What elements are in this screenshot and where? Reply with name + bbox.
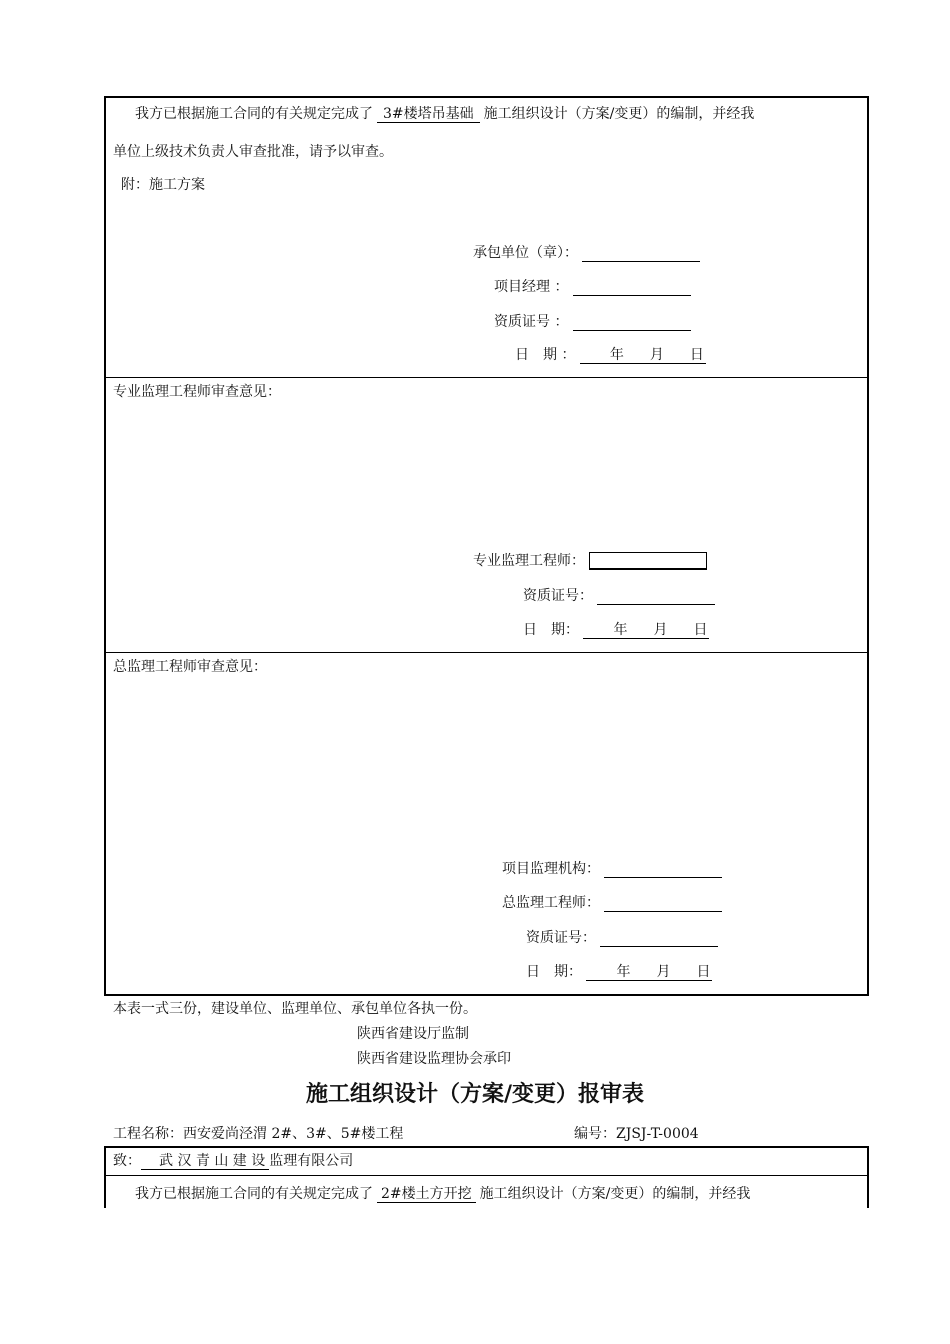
year-text: 年 [609,347,624,363]
cert-field-1[interactable] [573,314,691,331]
section-divider-2 [105,652,868,653]
form-title: 施工组织设计（方案/变更）报审表 [305,1082,645,1107]
intro-paragraph-line2: 单位上级技术负责人审查批准，请予以审查。 [113,144,393,160]
cert-label-2: 资质证号： [523,588,593,604]
date-label-2: 日 期： [523,622,579,638]
date-row-1 [515,346,706,364]
cert-row-2 [523,587,715,605]
cert-row-1 [494,313,691,331]
project-manager-label: 项目经理 ： [494,279,569,295]
supervision-org-label: 项目监理机构： [502,861,600,877]
project-manager-row [494,278,691,296]
month-text: 月 [653,622,668,638]
date-field-3[interactable] [586,964,712,981]
month-text: 月 [649,347,664,363]
intro2-paragraph-line1 [135,1185,750,1203]
serial-number: 编号：ZJSJ-T-0004 [574,1126,699,1142]
section-divider-1 [105,377,868,378]
project-name: 工程名称：西安爱尚泾渭 2#、3#、5#楼工程 [113,1126,404,1142]
supervision-org-field[interactable] [604,861,722,878]
specialist-opinion-heading: 专业监理工程师审查意见： [113,384,281,400]
date-label-1: 日 期 ： [515,347,576,363]
day-text: 日 [696,964,711,980]
specialist-engineer-row [473,552,707,570]
chief-engineer-label: 总监理工程师： [502,895,600,911]
chief-opinion-heading: 总监理工程师审查意见： [113,659,267,675]
supervised-by: 陕西省建设厅监制 [357,1026,469,1042]
specialist-engineer-field[interactable] [589,552,707,570]
form-upper-border [104,96,869,996]
month-text: 月 [656,964,671,980]
year-text: 年 [616,964,631,980]
addressee-company: 武 汉 青 山 建 设 [141,1153,269,1170]
intro-paragraph-line1 [135,105,754,123]
copies-note: 本表一式三份，建设单位、监理单位、承包单位各执一份。 [113,1001,477,1017]
cert-field-2[interactable] [597,588,715,605]
intro2-text-before: 我方已根据施工合同的有关规定完成了 [135,1186,373,1202]
cert-label-1: 资质证号 ： [494,314,569,330]
day-text: 日 [689,347,704,363]
lower-row-divider [105,1175,868,1176]
intro2-text-after: 施工组织设计（方案/变更）的编制，并经我 [479,1186,751,1202]
contractor-signature-field[interactable] [582,245,700,262]
specialist-engineer-label: 专业监理工程师： [473,553,585,569]
addressee-label: 致： [113,1153,141,1169]
addressee-row [113,1152,353,1170]
year-text: 年 [613,622,628,638]
date-label-3: 日 期： [526,964,582,980]
chief-engineer-field[interactable] [604,895,722,912]
project-manager-field[interactable] [573,279,691,296]
addressee-suffix: 监理有限公司 [269,1153,354,1169]
contractor-row [473,244,700,262]
date-row-2 [523,621,709,639]
cert-field-3[interactable] [600,930,718,947]
chief-engineer-row [502,894,722,912]
intro-text-after: 施工组织设计（方案/变更）的编制，并经我 [483,106,755,122]
cert-row-3 [526,929,718,947]
supervision-org-row [502,860,722,878]
date-field-2[interactable] [583,622,709,639]
attachment-note: 附：施工方案 [121,177,205,193]
printed-by: 陕西省建设监理协会承印 [357,1051,511,1067]
cert-label-3: 资质证号： [526,930,596,946]
date-row-3 [526,963,712,981]
day-text: 日 [693,622,708,638]
date-field-1[interactable] [580,347,706,364]
contractor-label: 承包单位（章）： [473,245,578,261]
intro2-project-name: 2#楼土方开挖 [377,1186,476,1203]
intro-project-name: 3#楼塔吊基础 [377,106,480,123]
intro-text-before: 我方已根据施工合同的有关规定完成了 [135,106,373,122]
